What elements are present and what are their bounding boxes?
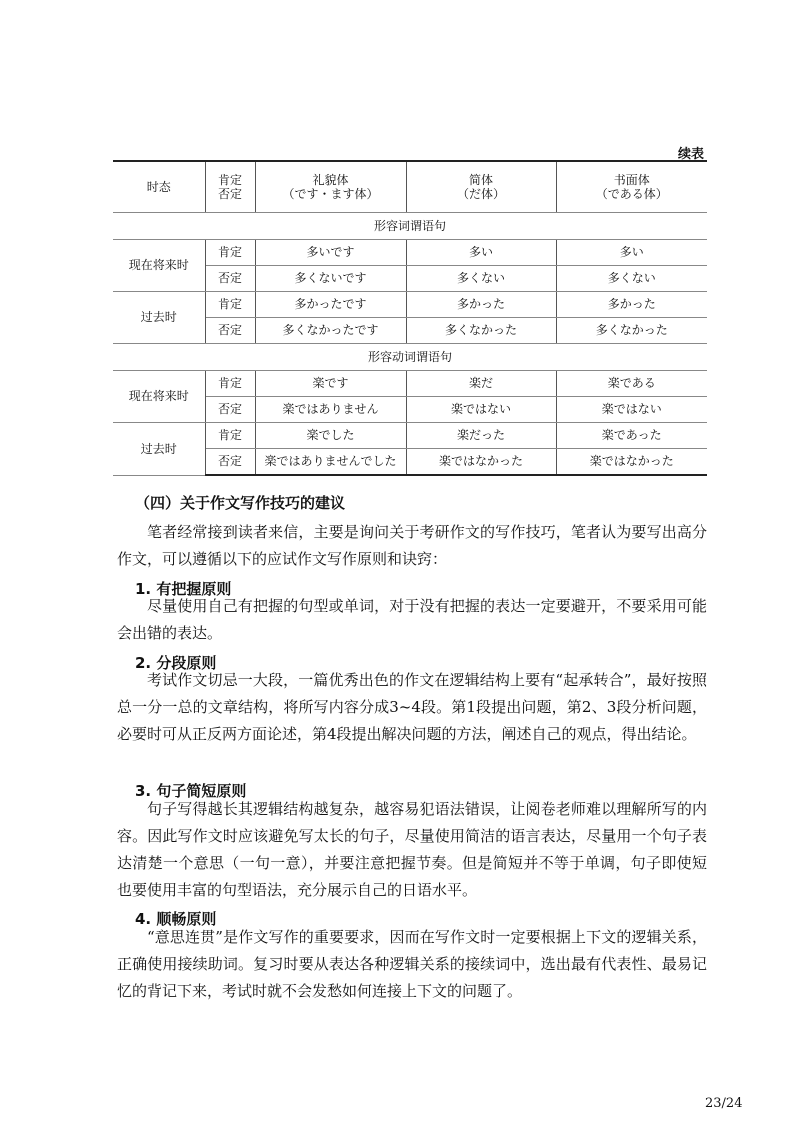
plain-cell: 多かった bbox=[406, 292, 556, 318]
plain-cell: 楽ではなかった bbox=[406, 449, 556, 476]
section-row bbox=[113, 213, 707, 240]
polite-cell: 多くないです bbox=[255, 266, 406, 292]
section-heading: （四）关于作文写作技巧的建议 bbox=[135, 494, 346, 512]
conjugation-table bbox=[113, 160, 707, 476]
plain-cell: 楽だった bbox=[406, 423, 556, 449]
polarity-cell: 肯定 bbox=[205, 292, 255, 318]
polite-cell: 多かったです bbox=[255, 292, 406, 318]
tense-cell: 现在将来时 bbox=[113, 371, 205, 423]
written-cell: 多かった bbox=[556, 292, 707, 318]
polarity-cell: 肯定 bbox=[205, 240, 255, 266]
polarity-cell: 肯定 bbox=[205, 423, 255, 449]
polarity-cell: 否定 bbox=[205, 397, 255, 423]
plain-cell: 楽だ bbox=[406, 371, 556, 397]
written-cell: 多い bbox=[556, 240, 707, 266]
negative-header: 否定 bbox=[217, 187, 242, 201]
written-cell: 楽であった bbox=[556, 423, 707, 449]
written-cell: 多くない bbox=[556, 266, 707, 292]
polarity-cell: 肯定 bbox=[205, 371, 255, 397]
polite-cell: 楽ではありません bbox=[255, 397, 406, 423]
tense-header: 时态 bbox=[113, 161, 205, 213]
written-style-header bbox=[556, 161, 707, 213]
polite-style-title: 礼貌体 bbox=[312, 172, 349, 187]
page-number: 23/24 bbox=[705, 1096, 743, 1111]
principle-text-2: 考试作文切忌一大段，一篇优秀出色的作文在逻辑结构上要有“起承转合”，最好按照总一分一总的文章结构，将所写内容分成3~4段。第1段提出问题，第2、3段分析问题，必要时可从正反两方面论述，第4段提出解决问题的方法，阐述自己的观点，得出结论。 bbox=[117, 671, 707, 743]
tense-cell: 现在将来时 bbox=[113, 240, 205, 292]
polarity-cell: 否定 bbox=[205, 266, 255, 292]
section-title-adjective: 形容词谓语句 bbox=[113, 213, 707, 240]
polarity-cell: 否定 bbox=[205, 449, 255, 476]
principle-text-3: 句子写得越长其逻辑结构越复杂，越容易犯语法错误，让阅卷老师难以理解所写的内容。因此写作文时应该避免写太长的句子，尽量使用简洁的语言表达，尽量用一个句子表达清楚一个意思（一句一意），并要注意把握节奏。但是简短并不等于单调，句子即使短也要使用丰富的句型语法，充分展示自己的日语水平。 bbox=[117, 800, 707, 899]
section-row bbox=[113, 344, 707, 371]
polite-cell: 楽でした bbox=[255, 423, 406, 449]
plain-style-note: （だ体） bbox=[456, 187, 505, 201]
principle-heading-1: 1. 有把握原则 bbox=[135, 580, 232, 598]
polite-style-header bbox=[255, 161, 406, 213]
polarity-cell: 否定 bbox=[205, 318, 255, 344]
principle-heading-2: 2. 分段原则 bbox=[135, 654, 217, 672]
table-row bbox=[113, 240, 707, 266]
table-row bbox=[113, 423, 707, 449]
written-cell: 楽ではない bbox=[556, 397, 707, 423]
table-row bbox=[113, 371, 707, 397]
affirmative-header: 肯定 bbox=[217, 172, 242, 187]
plain-style-title: 简体 bbox=[468, 172, 493, 187]
written-cell: 楽ではなかった bbox=[556, 449, 707, 476]
plain-cell: 多くない bbox=[406, 266, 556, 292]
principle-text-4: “意思连贯”是作文写作的重要要求，因而在写作文时一定要根据上下文的逻辑关系，正确使用接续助词。复习时要从表达各种逻辑关系的接续词中，选出最有代表性、最易记忆的背记下来，考试时就不会发愁如何连接上下文的问题了。 bbox=[117, 928, 707, 1000]
written-style-note: （である体） bbox=[595, 187, 668, 201]
polite-cell: 楽です bbox=[255, 371, 406, 397]
intro-paragraph: 笔者经常接到读者来信，主要是询问关于考研作文的写作技巧，笔者认为要写出高分作文，可以遵循以下的应试作文写作原则和诀窍： bbox=[117, 523, 707, 568]
written-style-title: 书面体 bbox=[613, 172, 650, 187]
section-title-adjectival-verb: 形容动词谓语句 bbox=[113, 344, 707, 371]
principle-text-1: 尽量使用自己有把握的句型或单词，对于没有把握的表达一定要避开，不要采用可能会出错的表达。 bbox=[117, 597, 707, 642]
polite-cell: 多くなかったです bbox=[255, 318, 406, 344]
polite-cell: 楽ではありませんでした bbox=[255, 449, 406, 476]
continued-table-label: 续表 bbox=[677, 147, 704, 162]
polite-cell: 多いです bbox=[255, 240, 406, 266]
plain-cell: 多くなかった bbox=[406, 318, 556, 344]
principle-heading-3: 3. 句子简短原则 bbox=[135, 782, 247, 800]
plain-cell: 楽ではない bbox=[406, 397, 556, 423]
tense-cell: 过去时 bbox=[113, 292, 205, 344]
principle-heading-4: 4. 顺畅原则 bbox=[135, 910, 217, 928]
table-row bbox=[113, 292, 707, 318]
polarity-header bbox=[205, 161, 255, 213]
table-header-row bbox=[113, 161, 707, 213]
polite-style-note: （です・ます体） bbox=[282, 187, 379, 201]
tense-cell: 过去时 bbox=[113, 423, 205, 476]
written-cell: 多くなかった bbox=[556, 318, 707, 344]
plain-cell: 多い bbox=[406, 240, 556, 266]
written-cell: 楽である bbox=[556, 371, 707, 397]
plain-style-header bbox=[406, 161, 556, 213]
